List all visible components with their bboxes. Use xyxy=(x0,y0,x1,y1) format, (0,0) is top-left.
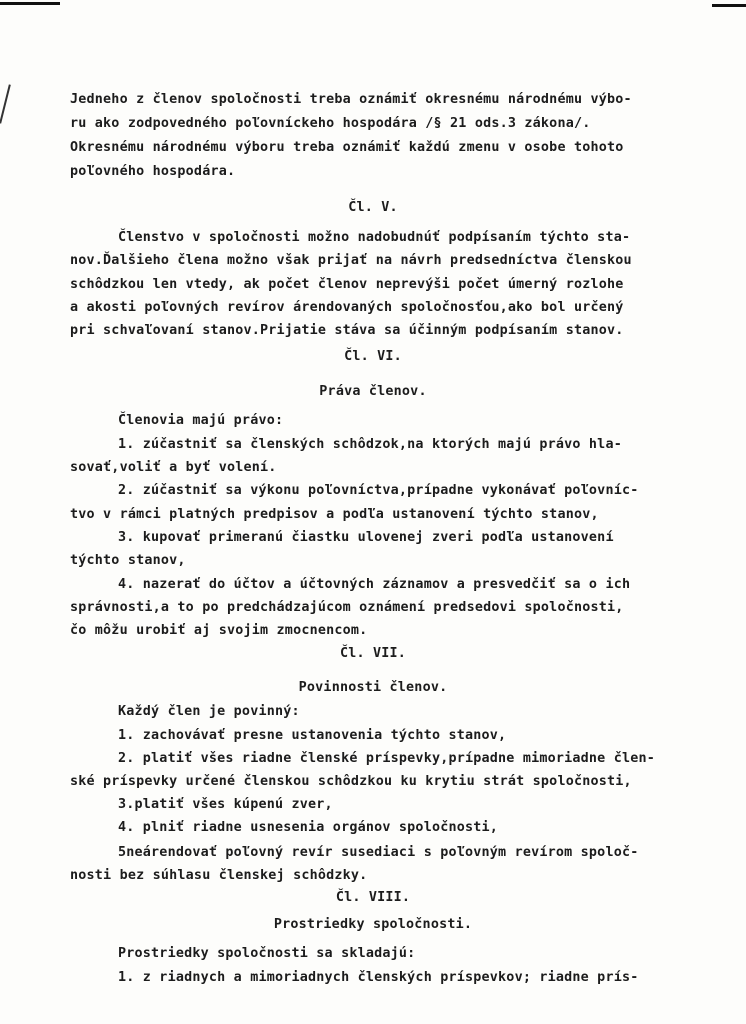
article-heading: Čl. VIII. xyxy=(335,890,411,905)
article-heading: Prostriedky spoločnosti. xyxy=(273,917,473,932)
text-line: pri schvaľovaní stanov.Prijatie stáva sa účinným podpísaním stanov. xyxy=(70,323,624,338)
text-line: 1. zúčastniť sa členských schôdzok,na ktorých majú právo hla- xyxy=(118,437,622,452)
text-line: 4. nazerať do účtov a účtovných záznamov a presvedčiť sa o ich xyxy=(118,577,631,592)
text-line: 2. zúčastniť sa výkonu poľovníctva,prípadne vykonávať poľovníc- xyxy=(118,483,639,498)
text-line: týchto stanov, xyxy=(70,553,186,568)
text-line: sovať,voliť a byť volení. xyxy=(70,460,277,475)
article-heading: Čl. VII. xyxy=(339,646,407,661)
text-line: 4. plniť riadne usnesenia orgánov spoločnosti, xyxy=(118,820,499,835)
text-line: tvo v rámci platných predpisov a podľa ustanovení týchto stanov, xyxy=(70,507,599,522)
text-line: 5neárendovať poľovný revír susediaci s poľovným revírom spoloč- xyxy=(118,845,639,860)
text-line: správnosti,a to po predchádzajúcom oznámení predsedovi spoločnosti, xyxy=(70,600,624,615)
text-line: nov.Ďalšieho člena možno však prijať na návrh predsedníctva členskou xyxy=(70,253,632,268)
text-line: Členstvo v spoločnosti možno nadobudnúť podpísaním týchto sta- xyxy=(118,230,631,245)
text-line: 3. kupovať primeranú čiastku ulovenej zveri podľa ustanovení xyxy=(118,530,614,545)
text-line: Okresnému národnému výboru treba oznámiť každú zmenu v osobe tohoto xyxy=(70,140,624,155)
text-line: Každý člen je povinný: xyxy=(118,704,300,719)
text-line: poľovného hospodára. xyxy=(70,164,236,179)
text-line: ru ako zodpovedného poľovníckeho hospodára /§ 21 ods.3 zákona/. xyxy=(70,116,591,131)
text-line: Prostriedky spoločnosti sa skladajú: xyxy=(118,946,416,961)
text-line: 2. platiť všes riadne členské príspevky,prípadne mimoriadne člen- xyxy=(118,751,656,766)
text-line: Jedneho z členov spoločnosti treba oznámiť okresnému národnému výbo- xyxy=(70,92,632,107)
text-line: 3.platiť všes kúpenú zver, xyxy=(118,797,333,812)
text-line: 1. z riadnych a mimoriadnych členských príspevkov; riadne prís- xyxy=(118,970,639,985)
text-line: a akosti poľovných revírov árendovaných spoločnosťou,ako bol určený xyxy=(70,300,624,315)
text-line: ské príspevky určené členskou schôdzkou ku krytiu strát spoločnosti, xyxy=(70,774,632,789)
text-line: schôdzkou len vtedy, ak počet členov neprevýši počet úmerný rozlohe xyxy=(70,277,624,292)
article-heading: Práva členov. xyxy=(319,384,427,399)
text-line: Členovia majú právo: xyxy=(118,413,284,428)
text-line: čo môžu urobiť aj svojim zmocnencom. xyxy=(70,623,368,638)
article-heading: Povinnosti členov. xyxy=(298,680,448,695)
article-heading: Čl. V. xyxy=(348,200,398,215)
article-heading: Čl. VI. xyxy=(344,349,402,364)
text-line: nosti bez súhlasu členskej schôdzky. xyxy=(70,868,368,883)
text-line: 1. zachovávať presne ustanovenia týchto stanov, xyxy=(118,728,507,743)
